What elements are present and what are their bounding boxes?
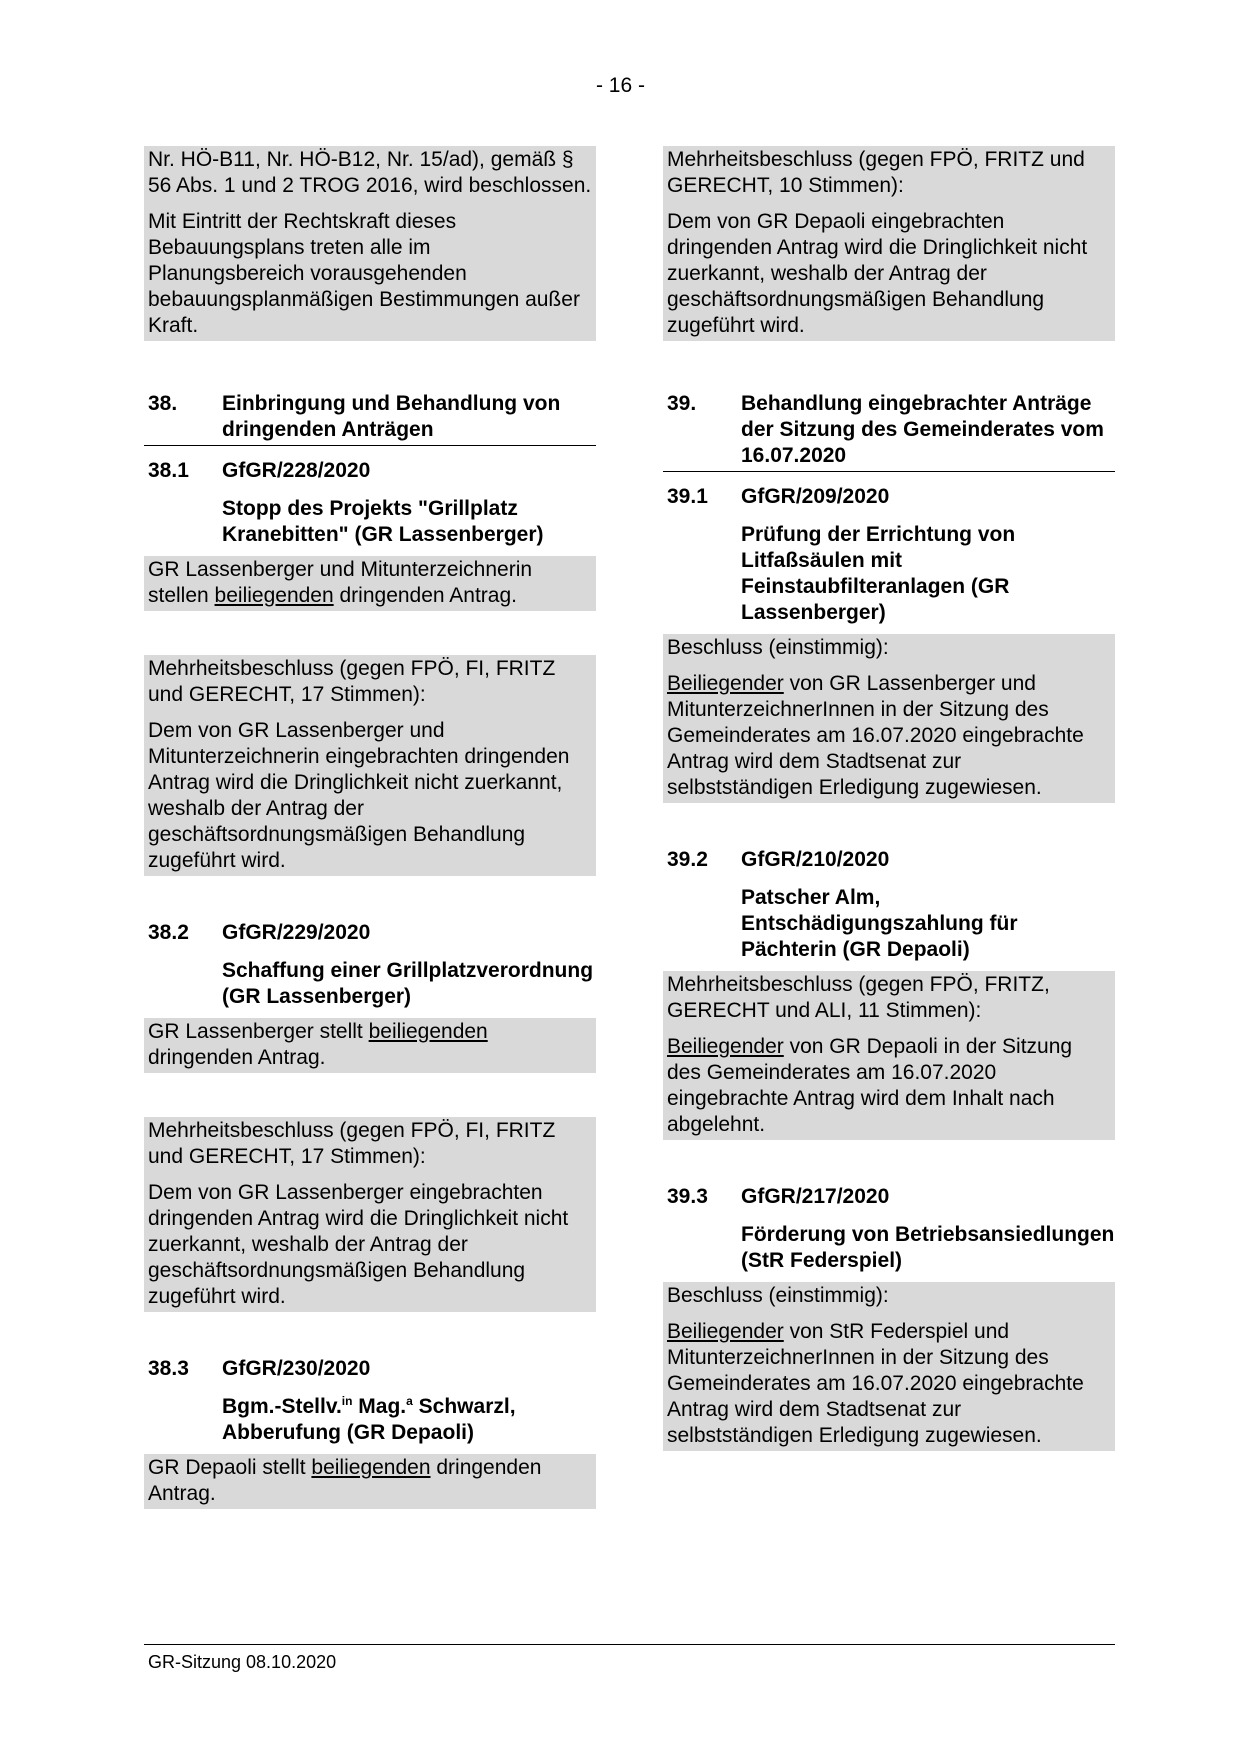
intro-block [144, 146, 596, 341]
item-39-2-heading [663, 847, 1115, 873]
item-number: 39.2 [667, 848, 708, 871]
item-number: 39.1 [667, 485, 708, 508]
item-code: GfGR/209/2020 [741, 485, 890, 508]
top-decision-block [663, 146, 1115, 341]
item-number: 39.3 [667, 1185, 708, 1208]
attachment-link[interactable]: Beiliegender [667, 1320, 784, 1343]
item-39-3-heading [663, 1184, 1115, 1210]
item-39-1-title: Prüfung der Errichtung von Litfaßsäulen mit Feinstaubfilteranlagen (GR Lassenberger) [741, 523, 1016, 624]
item-38-1-heading [144, 458, 596, 484]
vote-result: Beschluss (einstimmig): [667, 1284, 889, 1307]
attachment-link[interactable]: beiliegenden [311, 1456, 431, 1479]
attachment-link[interactable]: beiliegenden [368, 1020, 488, 1043]
attachment-link[interactable]: Beiliegender [667, 672, 784, 695]
footer-text: GR-Sitzung 08.10.2020 [148, 1652, 337, 1672]
vote-result: Mehrheitsbeschluss (gegen FPÖ, FRITZ und GERECHT, 10 Stimmen): [667, 148, 1085, 197]
vote-result: Mehrheitsbeschluss (gegen FPÖ, FI, FRITZ und GERECHT, 17 Stimmen): [148, 657, 556, 706]
item-code: GfGR/217/2020 [741, 1185, 890, 1208]
item-39-2-decision [663, 971, 1115, 1140]
section-number: 39. [667, 392, 697, 415]
footer-divider [144, 1644, 1115, 1645]
item-38-3-heading [144, 1356, 596, 1382]
motion-text: GR Lassenberger stellt [148, 1020, 363, 1043]
item-39-1-decision [663, 634, 1115, 803]
decision-text: Dem von GR Lassenberger eingebrachten dringenden Antrag wird die Dringlichkeit nicht zuerkannt, weshalb der Antrag der geschäftsordnungsmäßigen Behandlung zugeführt wird. [148, 1181, 569, 1308]
item-number: 38.3 [148, 1357, 189, 1380]
decision-text: Dem von GR Lassenberger und Mitunterzeichnerin eingebrachten dringenden Antrag wird die Dringlichkeit nicht zuerkannt, weshalb der Antrag der geschäftsordnungsmäßigen Behandlung zugeführt wird. [148, 719, 570, 872]
right-column [663, 146, 1115, 1455]
item-38-1-decision [144, 655, 596, 876]
item-number: 38.1 [148, 459, 189, 482]
intro-paragraph-2: Mit Eintritt der Rechtskraft dieses Bebauungsplans treten alle im Planungsbereich vorausgehenden bebauungsplanmäßigen Bestimmungen außer Kraft. [148, 210, 580, 337]
decision-text: Dem von GR Depaoli eingebrachten dringenden Antrag wird die Dringlichkeit nicht zuerkannt, weshalb der Antrag der geschäftsordnungsmäßigen Behandlung zugeführt wird. [667, 210, 1088, 337]
attachment-link[interactable]: beiliegenden [214, 584, 334, 607]
decision-text: von GR Lassenberger und MitunterzeichnerInnen in der Sitzung des Gemeinderates am 16.07.2020 eingebrachte Antrag wird dem Stadtsenat zur selbstständigen Erledigung zugewiesen. [667, 672, 1084, 799]
vote-result: Mehrheitsbeschluss (gegen FPÖ, FI, FRITZ und GERECHT, 17 Stimmen): [148, 1119, 556, 1168]
intro-paragraph-1: Nr. HÖ-B11, Nr. HÖ-B12, Nr. 15/ad), gemäß § 56 Abs. 1 und 2 TROG 2016, wird beschlossen. [148, 148, 592, 197]
left-column [144, 146, 596, 1513]
item-38-1-title: Stopp des Projekts "Grillplatz Kranebitten" (GR Lassenberger) [222, 497, 544, 546]
item-38-3-motion [144, 1454, 596, 1509]
decision-text: von GR Depaoli in der Sitzung des Gemeinderates am 16.07.2020 eingebrachte Antrag wird dem Inhalt nach abgelehnt. [667, 1035, 1073, 1136]
item-code: GfGR/210/2020 [741, 848, 890, 871]
item-39-2-title: Patscher Alm, Entschädigungszahlung für Pächterin (GR Depaoli) [741, 886, 1018, 961]
motion-text: GR Lassenberger und Mitunterzeichnerin stellen [148, 558, 533, 607]
attachment-link[interactable]: Beiliegender [667, 1035, 784, 1058]
vote-result: Mehrheitsbeschluss (gegen FPÖ, FRITZ, GERECHT und ALI, 11 Stimmen): [667, 973, 1050, 1022]
item-code: GfGR/230/2020 [222, 1357, 371, 1380]
item-number: 38.2 [148, 921, 189, 944]
decision-text: von StR Federspiel und MitunterzeichnerInnen in der Sitzung des Gemeinderates am 16.07.2020 eingebrachte Antrag wird dem Stadtsenat zur selbstständigen Erledigung zugewiesen. [667, 1320, 1084, 1447]
item-38-2-heading [144, 920, 596, 946]
item-code: GfGR/228/2020 [222, 459, 371, 482]
item-38-2-decision [144, 1117, 596, 1312]
motion-text-end: dringenden Antrag. [148, 1046, 326, 1069]
motion-text-end: dringenden Antrag. [339, 584, 517, 607]
section-38-heading [144, 391, 596, 446]
item-code: GfGR/229/2020 [222, 921, 371, 944]
item-39-3-title: Förderung von Betriebsansiedlungen (StR Federspiel) [741, 1223, 1115, 1272]
item-39-3-decision [663, 1282, 1115, 1451]
section-number: 38. [148, 392, 178, 415]
section-title: Einbringung und Behandlung von dringenden Anträgen [222, 392, 561, 441]
motion-text-end: dringenden Antrag. [148, 1456, 542, 1505]
section-39-heading [663, 391, 1115, 472]
item-38-1-motion [144, 556, 596, 611]
vote-result: Beschluss (einstimmig): [667, 636, 889, 659]
section-title: Behandlung eingebrachter Anträge der Sitzung des Gemeinderates vom 16.07.2020 [741, 392, 1104, 467]
item-38-2-motion [144, 1018, 596, 1073]
motion-text: GR Depaoli stellt [148, 1456, 306, 1479]
item-38-2-title: Schaffung einer Grillplatzverordnung (GR Lassenberger) [222, 959, 594, 1008]
page-number: - 16 - [595, 74, 645, 97]
item-38-3-title: Bgm.-Stellv.$^{in}$ Mag.$^a$ Schwarzl, Abberufung (GR Depaoli) [222, 1394, 516, 1444]
item-39-1-heading [663, 484, 1115, 510]
